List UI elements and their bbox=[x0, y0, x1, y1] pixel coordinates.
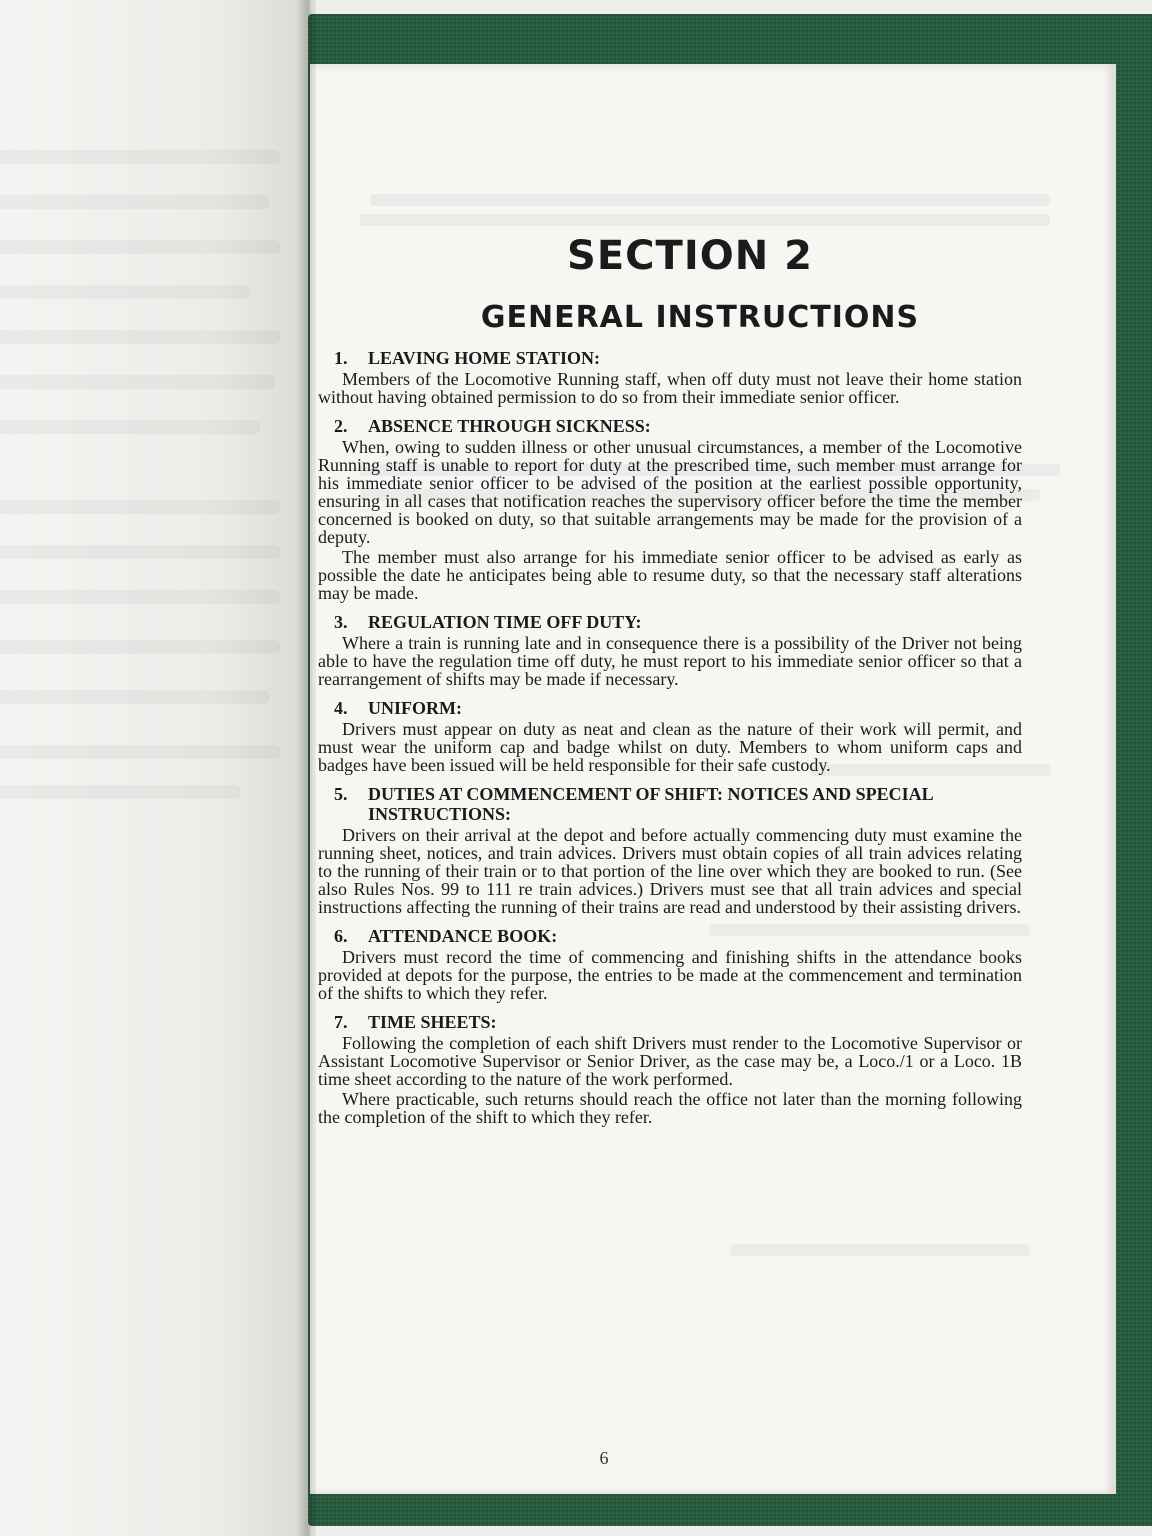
instruction-paragraph: Where a train is running late and in consequence there is a possibility of the Driver not being able to have the regulation time off duty, he must report to his immediate senior officer so that a rearrangement of shifts may be made if necessary. bbox=[318, 633, 1022, 689]
instruction-paragraph: When, owing to sudden illness or other unusual circumstances, a member of the Locomotive Running staff is unable to report for duty at the prescribed time, such member must arrange for his immediate senior officer to be advised of the position at the earliest possible opportunity, ensuring in all cases that notification reaches the supervisory officer before the time the member concerned is booked on duty, so that suitable arrangements may be made for the provision of a deputy. bbox=[318, 437, 1022, 547]
instruction-number: 2. bbox=[334, 416, 348, 436]
instruction-body bbox=[318, 826, 1022, 916]
instruction-body bbox=[318, 370, 1022, 406]
instruction-title: LEAVING HOME STATION: bbox=[368, 348, 601, 368]
instruction-heading bbox=[334, 698, 1022, 718]
instruction-paragraph: Drivers must appear on duty as neat and clean as the nature of their work will permit, and must wear the uniform cap and badge whilst on duty. Members to whom uniform caps and badges have been issued will be held responsible for their safe custody. bbox=[318, 719, 1022, 775]
instruction-number: 4. bbox=[334, 698, 348, 718]
instruction-title: ABSENCE THROUGH SICKNESS: bbox=[368, 416, 651, 436]
instruction-paragraph: Members of the Locomotive Running staff, when off duty must not leave their home station without having obtained permission to do so from their immediate senior officer. bbox=[318, 369, 1022, 407]
instruction-item bbox=[318, 784, 1022, 916]
instruction-paragraph: Where practicable, such returns should reach the office not later than the morning following the completion of the shift to which they refer. bbox=[318, 1089, 1022, 1127]
instruction-number: 5. bbox=[334, 784, 348, 804]
page-gutter bbox=[296, 0, 316, 1536]
instruction-title: TIME SHEETS: bbox=[368, 1012, 497, 1032]
section-heading: SECTION 2 bbox=[567, 233, 813, 279]
instruction-item bbox=[318, 698, 1022, 774]
instruction-body bbox=[318, 1034, 1022, 1126]
instruction-title: UNIFORM: bbox=[368, 698, 462, 718]
instruction-item bbox=[318, 1012, 1022, 1126]
left-page-bleedthrough bbox=[0, 0, 310, 1536]
page-number: 6 bbox=[599, 1448, 609, 1468]
instruction-title: ATTENDANCE BOOK: bbox=[368, 926, 558, 946]
instruction-number: 7. bbox=[334, 1012, 348, 1032]
instruction-body bbox=[318, 720, 1022, 774]
instruction-body bbox=[318, 948, 1022, 1002]
instruction-number: 6. bbox=[334, 926, 348, 946]
instruction-heading bbox=[334, 348, 1022, 368]
page-title: GENERAL INSTRUCTIONS bbox=[480, 300, 920, 335]
instruction-paragraph: Drivers on their arrival at the depot and before actually commencing duty must examine the running sheet, notices, and train advices. Drivers must obtain copies of all train advices relating to the running of their train or to that portion of the line over which they are booked to run. (See also Rules Nos. 99 to 111 re train advices.) Drivers must see that all train advices and special instructions affecting the running of their trains are read and understood by their assisting drivers. bbox=[318, 825, 1022, 917]
instruction-item bbox=[318, 612, 1022, 688]
instruction-list bbox=[318, 348, 1022, 1126]
instruction-title: REGULATION TIME OFF DUTY: bbox=[368, 612, 642, 632]
left-page bbox=[0, 0, 310, 1536]
instruction-item bbox=[318, 926, 1022, 1002]
instruction-heading bbox=[334, 926, 1022, 946]
instruction-number: 3. bbox=[334, 612, 348, 632]
page-content bbox=[318, 226, 1022, 1126]
instruction-item bbox=[318, 348, 1022, 406]
instruction-paragraph: The member must also arrange for his immediate senior officer to be advised as early as possible the date he anticipates being able to resume duty, so that the necessary staff alterations may be made. bbox=[318, 547, 1022, 603]
instruction-body bbox=[318, 634, 1022, 688]
instruction-heading bbox=[334, 612, 1022, 632]
instruction-paragraph: Drivers must record the time of commencing and finishing shifts in the attendance books provided at depots for the purpose, the entries to be made at the commencement and termination of the shifts to which they refer. bbox=[318, 947, 1022, 1003]
instruction-heading bbox=[334, 416, 1022, 436]
instruction-heading bbox=[334, 1012, 1022, 1032]
instruction-title: DUTIES AT COMMENCEMENT OF SHIFT: NOTICES AND SPECIAL INSTRUCTIONS: bbox=[368, 784, 933, 824]
instruction-body bbox=[318, 438, 1022, 602]
instruction-paragraph: Following the completion of each shift Drivers must render to the Locomotive Supervisor or Assistant Locomotive Supervisor or Senior Driver, as the case may be, a Loco./1 or a Loco. 1B time sheet according to the nature of the work performed. bbox=[318, 1033, 1022, 1089]
instruction-item bbox=[318, 416, 1022, 602]
instruction-heading bbox=[334, 784, 1022, 824]
instruction-number: 1. bbox=[334, 348, 348, 368]
